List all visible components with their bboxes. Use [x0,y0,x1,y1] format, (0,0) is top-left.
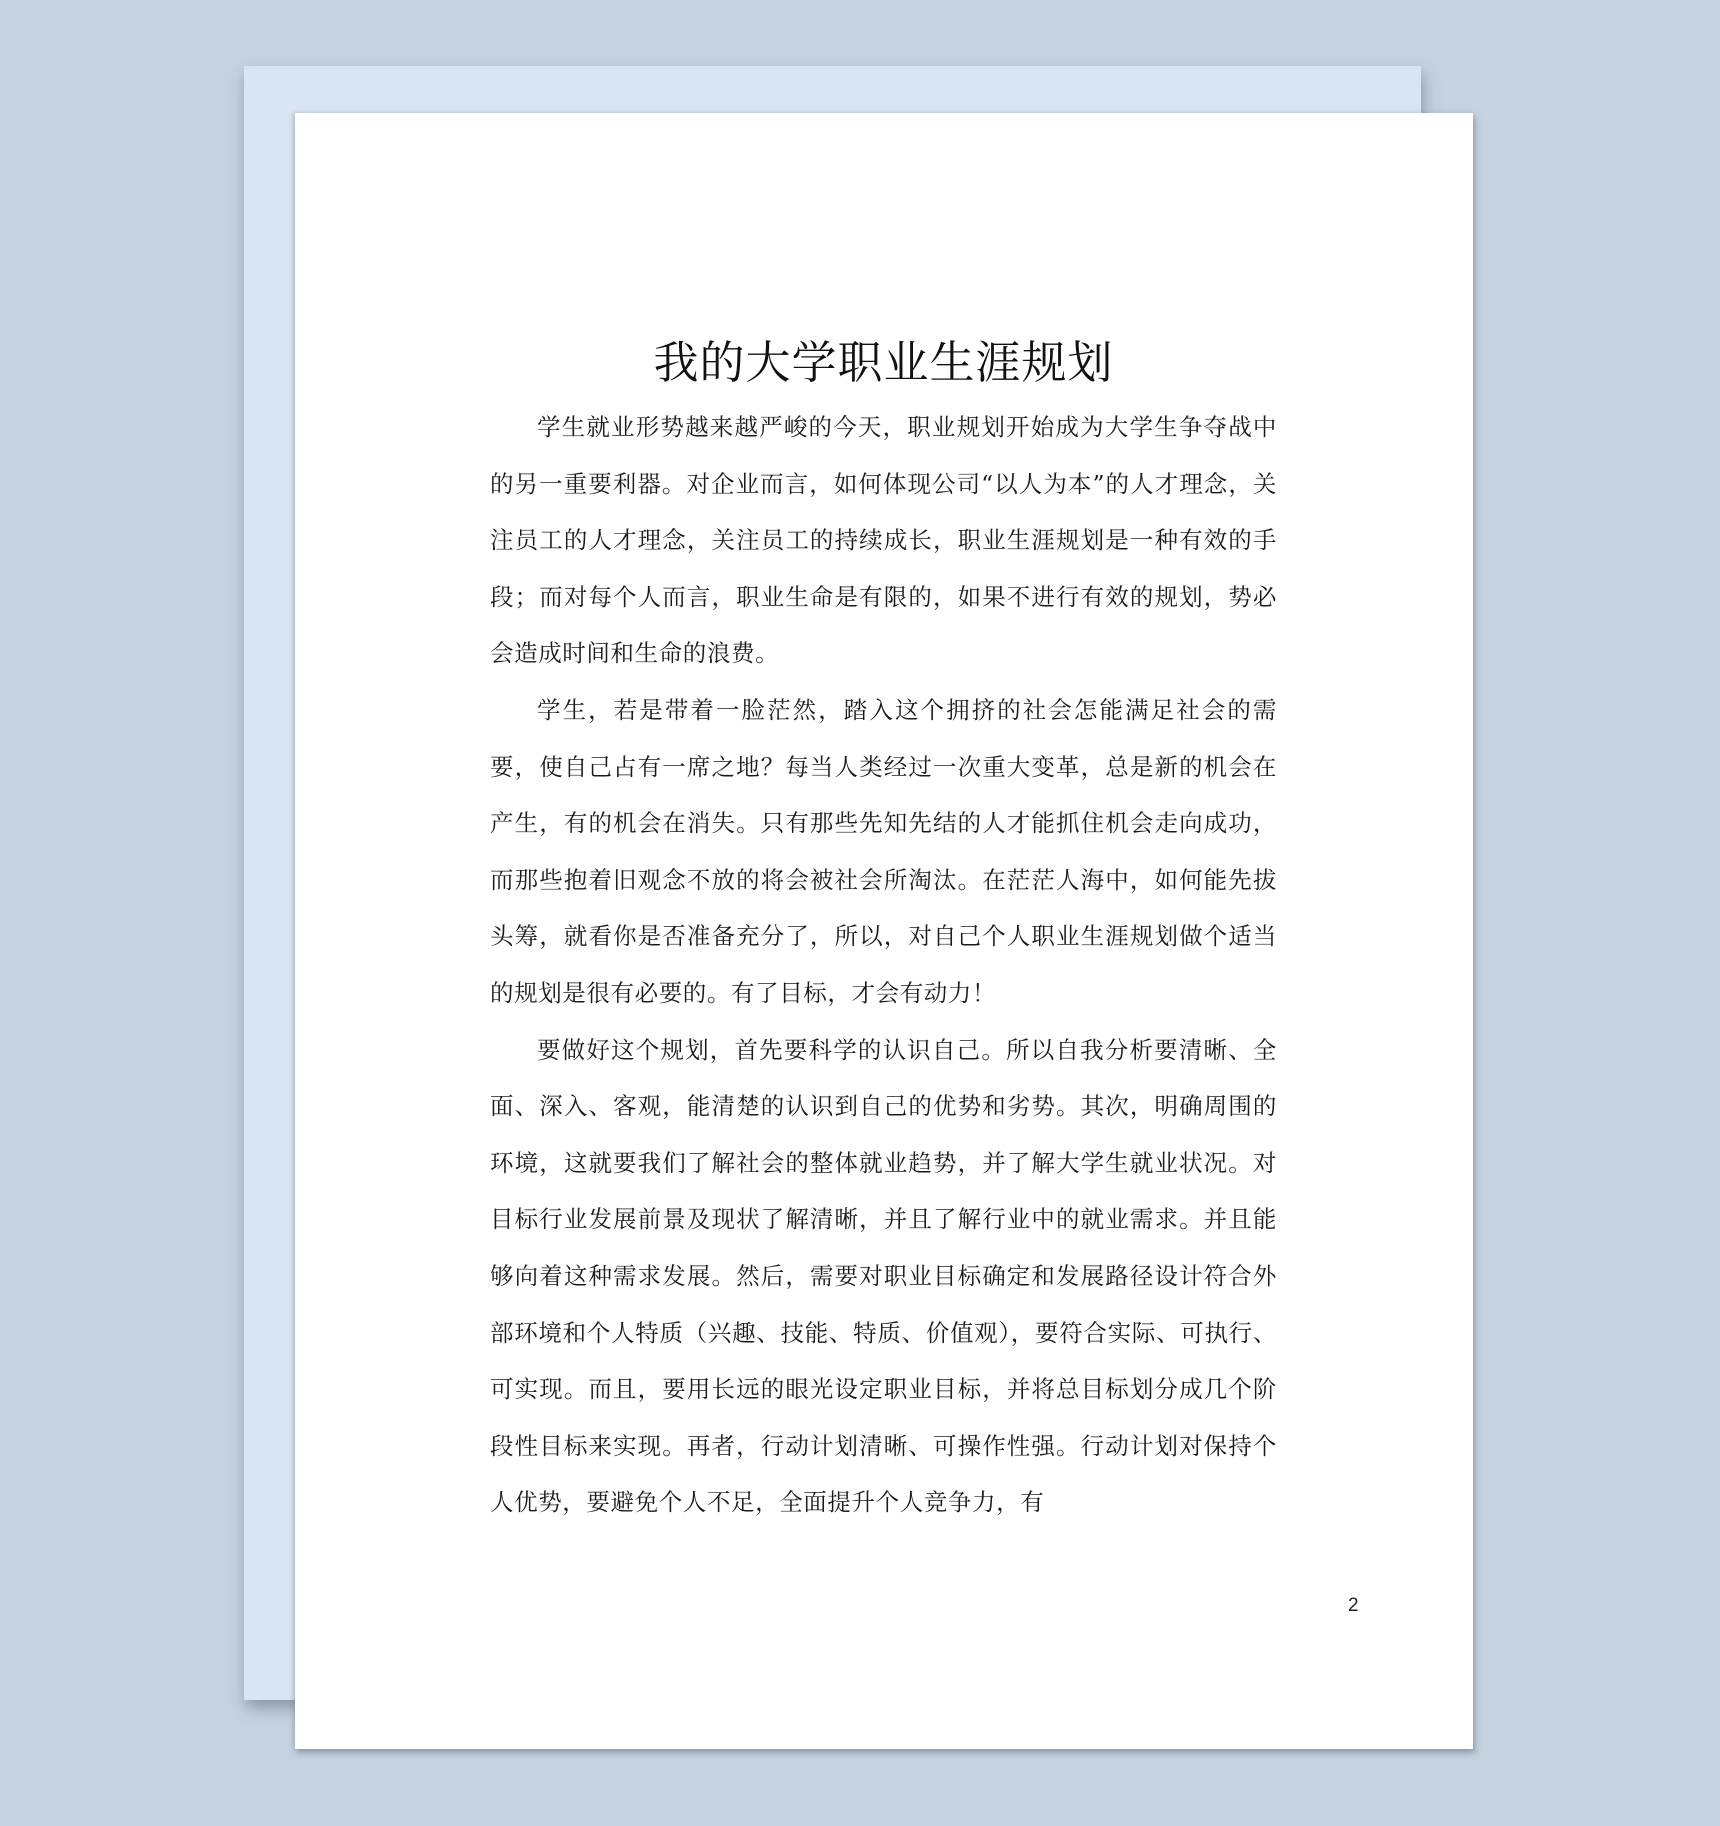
paragraph-3: 要做好这个规划，首先要科学的认识自己。所以自我分析要清晰、全面、深入、客观，能清楚的认识到自己的优势和劣势。其次，明确周围的环境，这就要我们了解社会的整体就业趋势，并了解大学生就业状况。对目标行业发展前景及现状了解清晰，并且了解行业中的就业需求。并且能够向着这种需求发展。然后，需要对职业目标确定和发展路径设计符合外部环境和个人特质（兴趣、技能、特质、价值观），要符合实际、可执行、可实现。而且，要用长远的眼光设定职业目标，并将总目标划分成几个阶段性目标来实现。再者，行动计划清晰、可操作性强。行动计划对保持个人优势，要避免个人不足，全面提升个人竞争力，有 [490,1035,1277,1517]
document-title: 我的大学职业生涯规划 [653,336,1114,389]
page-content [490,331,1277,1531]
paragraph-1: 学生就业形势越来越严峻的今天，职业规划开始成为大学生争夺战中的另一重要利器。对企业而言，如何体现公司“以人为本”的人才理念，关注员工的人才理念，关注员工的持续成长，职业生涯规划是一种有效的手段；而对每个人而言，职业生命是有限的，如果不进行有效的规划，势必会造成时间和生命的浪费。 [490,413,1277,668]
document-page [295,113,1473,1749]
page-number: 2 [1348,1595,1359,1616]
paragraph-2: 学生，若是带着一脸茫然，踏入这个拥挤的社会怎能满足社会的需要，使自己占有一席之地？每当人类经过一次重大变革，总是新的机会在产生，有的机会在消失。只有那些先知先结的人才能抓住机会走向成功，而那些抱着旧观念不放的将会被社会所淘汰。在茫茫人海中，如何能先拔头筹，就看你是否准备充分了，所以，对自己个人职业生涯规划做个适当的规划是很有必要的。有了目标，才会有动力！ [490,695,1277,1007]
